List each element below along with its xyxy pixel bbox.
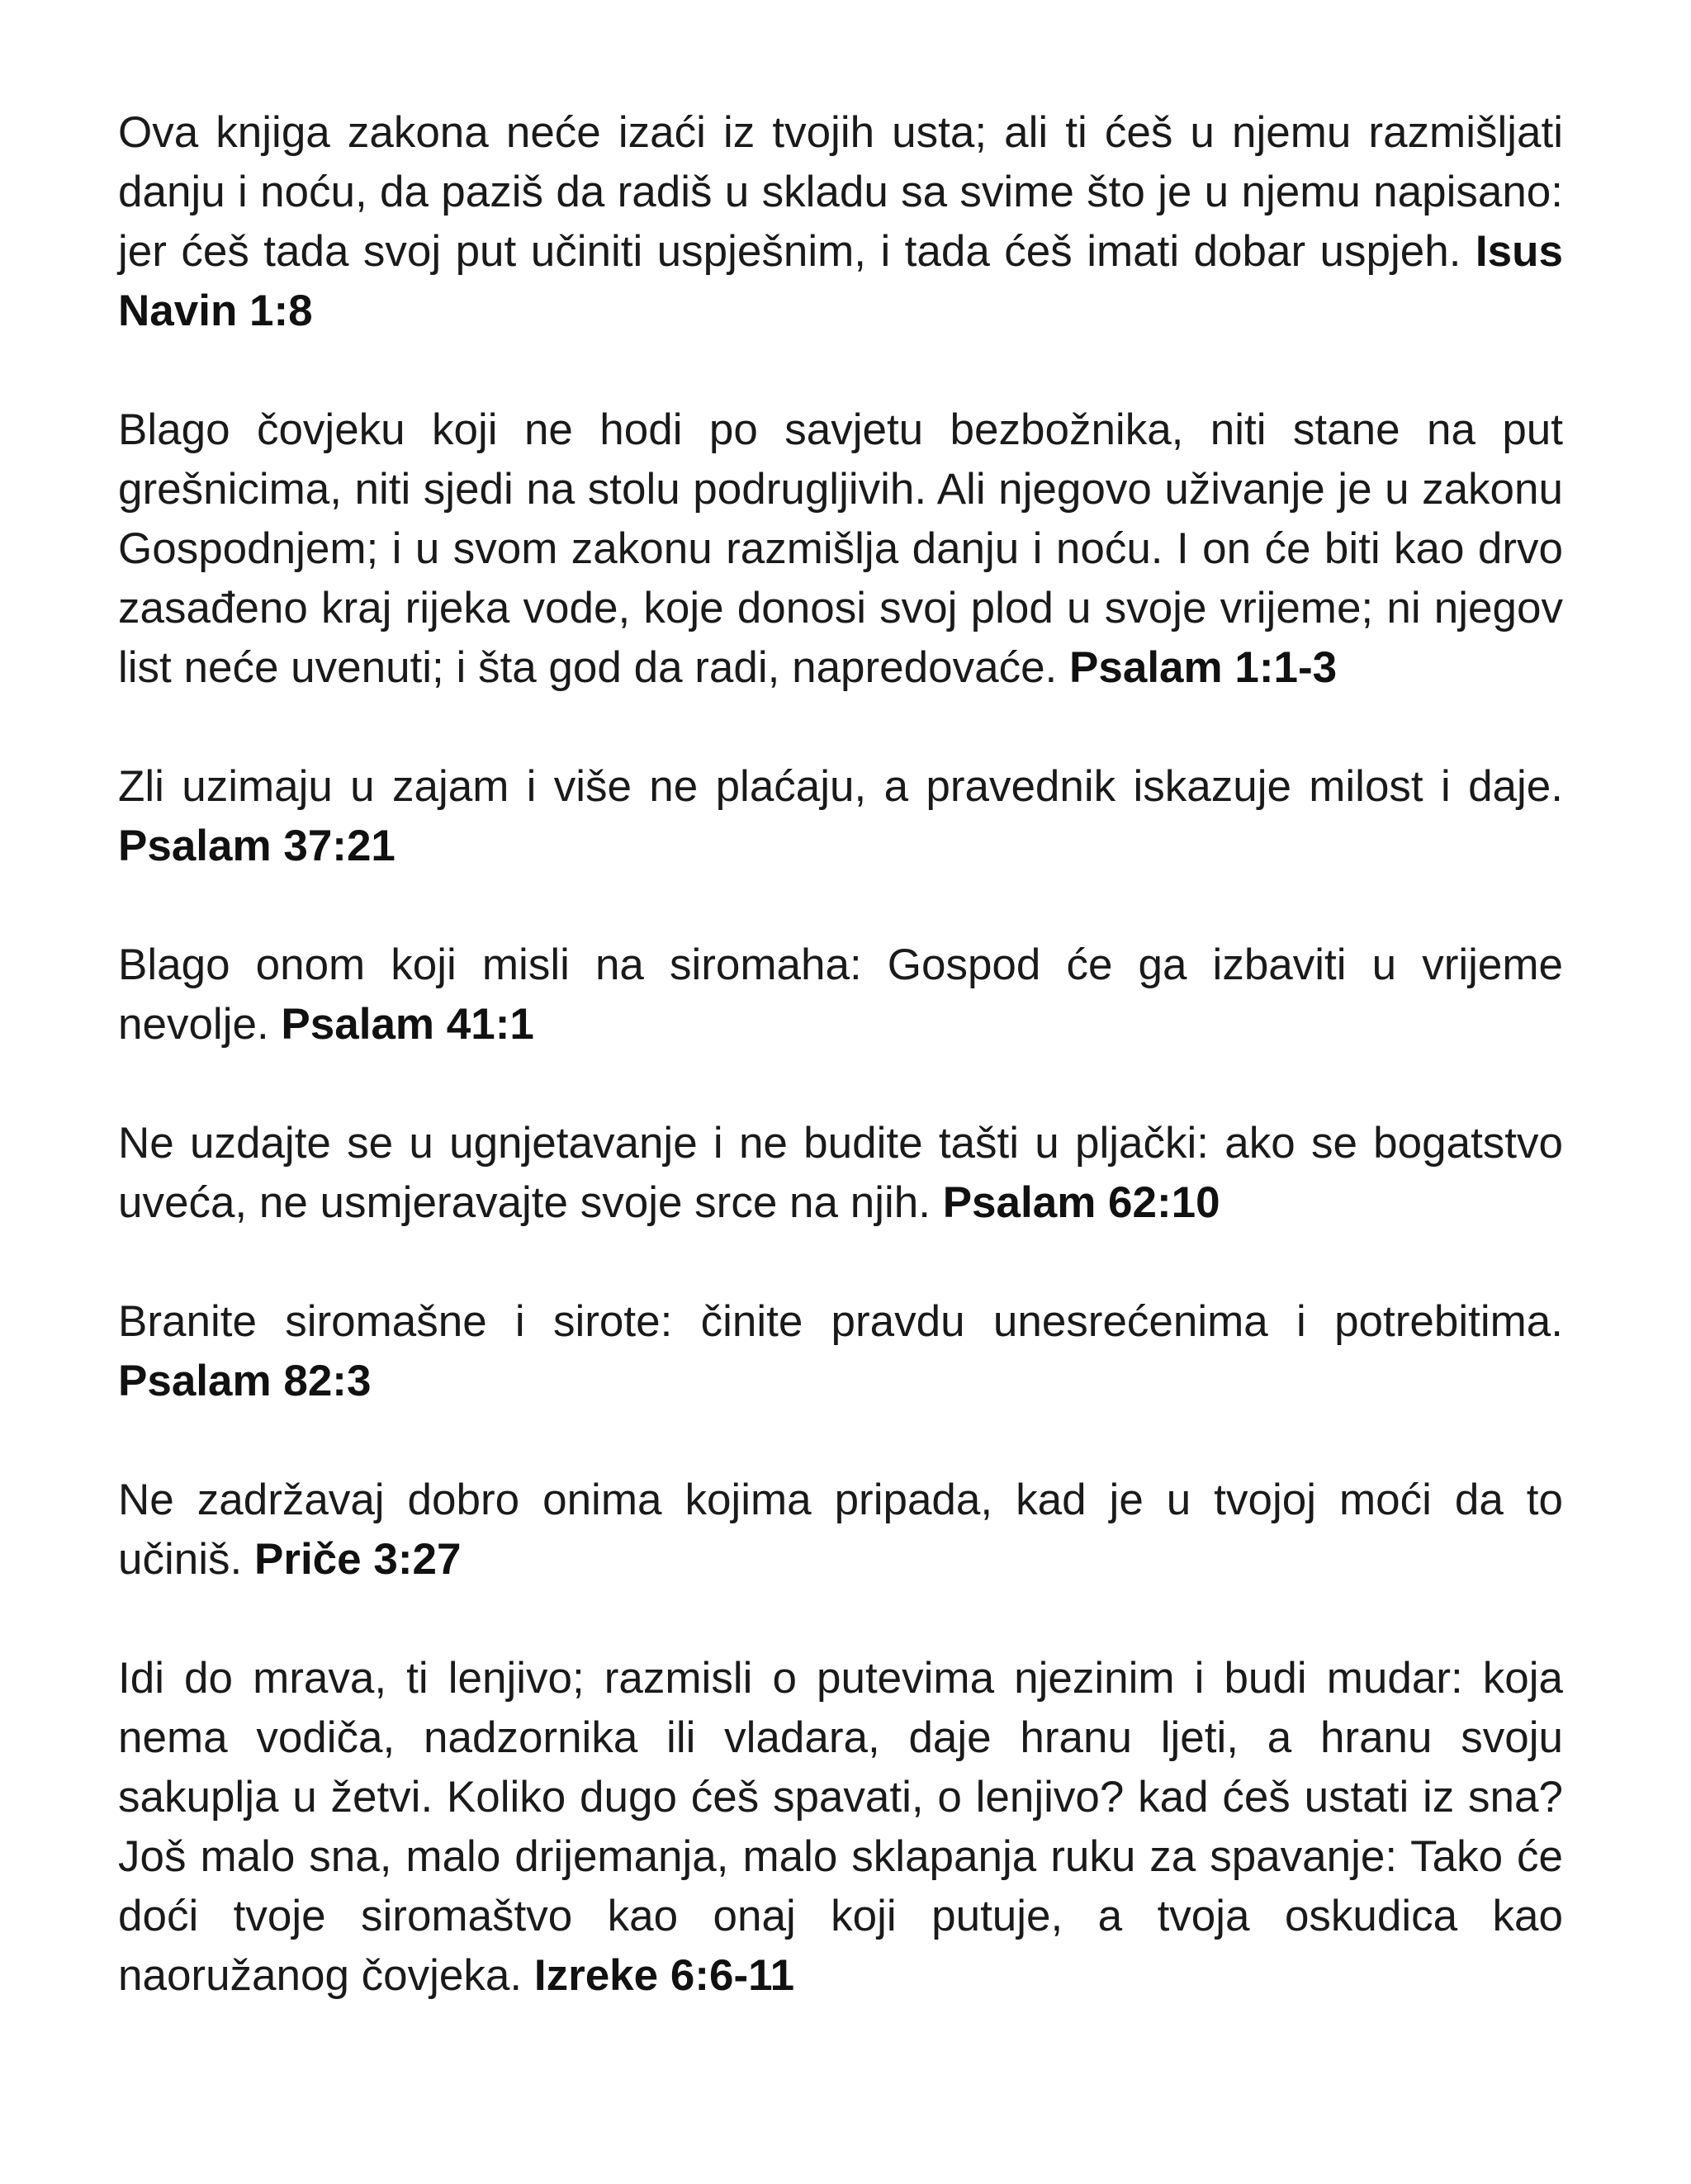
verse-text: Blago onom koji misli na siromaha: Gospod će ga izbaviti u vrijeme nevolje. — [118, 940, 1563, 1049]
verse-paragraph — [118, 757, 1563, 876]
verse-reference: Isus Navin 1:8 — [118, 227, 1563, 335]
verse-text: Zli uzimaju u zajam i više ne plaćaju, a pravednik iskazuje milost i daje. — [118, 762, 1563, 811]
verse-text: Ova knjiga zakona neće izaći iz tvojih usta; ali ti ćeš u njemu razmišljati danju i noću, da paziš da radiš u skladu sa svime što je u njemu napisano: jer ćeš tada svoj put učiniti uspješnim, i tada ćeš imati dobar uspjeh. — [118, 108, 1563, 276]
verse-reference: Psalam 62:10 — [942, 1178, 1220, 1227]
verse-text: Ne zadržavaj dobro onima kojima pripada, kad je u tvojoj moći da to učiniš. — [118, 1476, 1563, 1584]
verse-paragraph — [118, 1114, 1563, 1233]
verse-reference: Psalam 82:3 — [118, 1357, 372, 1405]
verse-list — [118, 103, 1563, 2065]
verse-paragraph — [118, 103, 1563, 341]
verse-text: Blago čovjeku koji ne hodi po savjetu bezbožnika, niti stane na put grešnicima, niti sjedi na stolu podrugljivih. Ali njegovo uživanje je u zakonu Gospodnjem; i u svom zakonu razmišlja danju i noću. I on će biti kao drvo zasađeno kraj rijeka vode, koje donosi svoj plod u svoje vrijeme; ni njegov list neće uvenuti; i šta god da radi, napredovaće. — [118, 405, 1563, 692]
verse-reference: Izreke 6:6-11 — [533, 1951, 795, 2000]
verse-paragraph — [118, 936, 1563, 1054]
verse-text: Idi do mrava, ti lenjivo; razmisli o putevima njezinim i budi mudar: koja nema vodiča, nadzornika ili vladara, daje hranu ljeti, a hranu svoju sakuplja u žetvi. Koliko dugo ćeš spavati, o lenjivo? kad ćeš ustati iz sna? Još malo sna, malo drijemanja, malo sklapanja ruku za spavanje: Tako će doći tvoje siromaštvo kao onaj koji putuje, a tvoja oskudica kao naoružanog čovjeka. — [118, 1654, 1563, 2000]
verse-text: Ne uzdajte se u ugnjetavanje i ne budite tašti u pljački: ako se bogatstvo uveća, ne usmjeravajte svoje srce na njih. — [118, 1119, 1563, 1227]
verse-reference: Psalam 37:21 — [118, 822, 396, 870]
verse-reference: Psalam 41:1 — [281, 1000, 534, 1049]
verse-paragraph — [118, 1471, 1563, 1589]
verse-paragraph — [118, 1649, 1563, 2006]
verse-reference: Psalam 1:1-3 — [1069, 643, 1338, 692]
verse-reference: Priče 3:27 — [253, 1535, 462, 1584]
verse-text: Branite siromašne i sirote: činite pravdu unesrećenima i potrebitima. — [118, 1297, 1563, 1346]
verse-paragraph — [118, 1292, 1563, 1411]
verse-paragraph — [118, 400, 1563, 698]
